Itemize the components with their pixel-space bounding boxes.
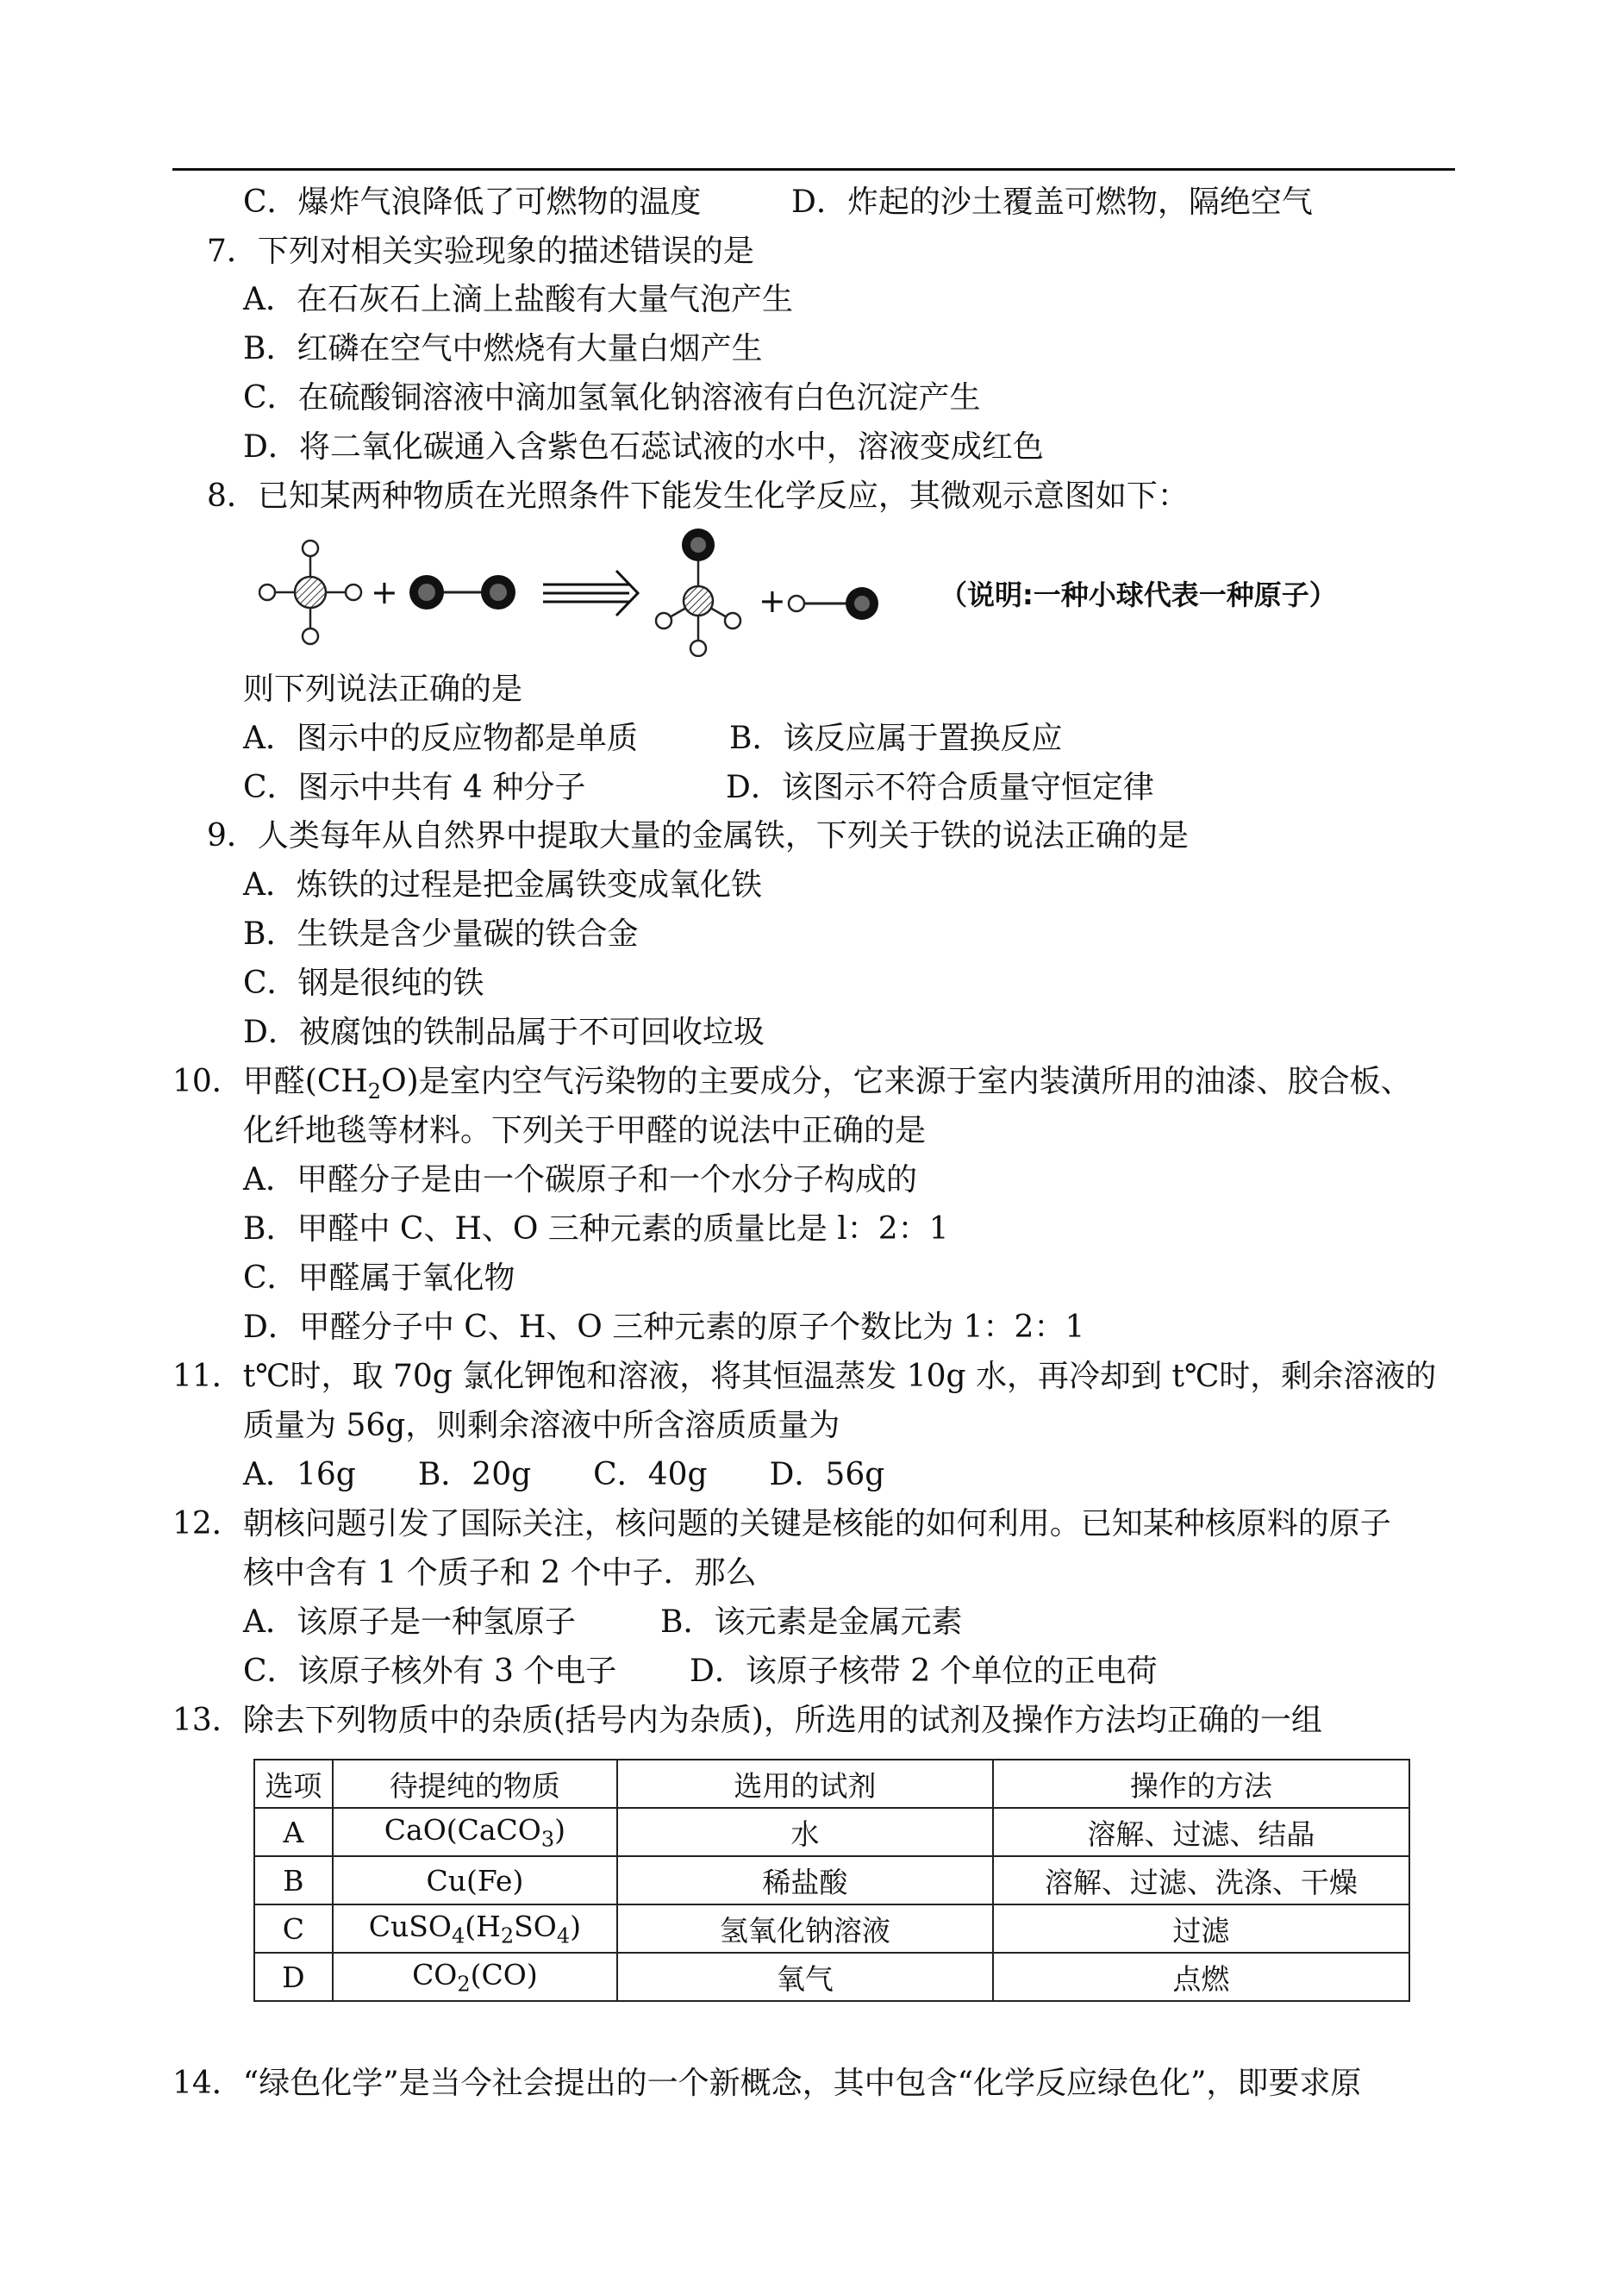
hydrogen-chloride-molecule <box>789 587 878 620</box>
q8-stem: 8．已知某两种物质在光照条件下能发生化学反应，其微观示意图如下： <box>207 478 1189 514</box>
purification-table <box>253 1759 1410 2002</box>
q8-option-b: B．该反应属于置换反应 <box>729 721 1063 756</box>
q7-option-b: B．红磷在空气中燃烧有大量白烟产生 <box>243 331 763 366</box>
cell-option: A <box>254 1808 333 1856</box>
q12-option-d: D．该原子核带 2 个单位的正电荷 <box>690 1654 1158 1689</box>
substance-subscript: 2 <box>500 1923 515 1948</box>
q11-stem: 11．t℃时，取 70g 氯化钾饱和溶液，将其恒温蒸发 10g 水，再冷却到 t℃时，剩余溶液的 <box>172 1359 1437 1394</box>
q7-option-c: C．在硫酸铜溶液中滴加氢氧化钠溶液有白色沉淀产生 <box>243 380 981 416</box>
q9-option-d: D．被腐蚀的铁制品属于不可回收垃圾 <box>243 1015 765 1050</box>
top-rule <box>172 168 1455 171</box>
substance-subscript: 3 <box>540 1827 555 1852</box>
header-substance: 待提纯的物质 <box>333 1760 617 1808</box>
q7-option-a: A．在石灰石上滴上盐酸有大量气泡产生 <box>243 282 793 317</box>
cell-reagent: 水 <box>617 1808 993 1856</box>
q8-option-d: D．该图示不符合质量守恒定律 <box>726 770 1154 805</box>
q12-option-a: A．该原子是一种氢原子 <box>243 1604 576 1640</box>
q8-question: 则下列说法正确的是 <box>243 672 523 707</box>
cell-substance <box>333 1953 617 2001</box>
cell-substance <box>333 1904 617 1953</box>
q6-option-d: D．炸起的沙土覆盖可燃物，隔绝空气 <box>791 184 1313 220</box>
table-row <box>254 1856 1409 1904</box>
table-header-row <box>254 1760 1409 1808</box>
substance-text: (H <box>465 1909 501 1943</box>
cell-reagent: 氢氧化钠溶液 <box>617 1904 993 1953</box>
substance-text-end: (CO) <box>470 1957 538 1992</box>
substance-text: CO <box>412 1957 458 1992</box>
q10-option-b: B．甲醛中 C、H、O 三种元素的质量比是 l：2：1 <box>243 1211 949 1247</box>
q8-option-a: A．图示中的反应物都是单质 <box>243 721 638 756</box>
plus-sign-2: + <box>759 582 786 620</box>
substance-text: CuSO <box>368 1909 452 1943</box>
cell-method: 点燃 <box>993 1953 1409 2001</box>
q9-option-c: C．钢是很纯的铁 <box>243 966 484 1001</box>
q9-stem: 9．人类每年从自然界中提取大量的金属铁，下列关于铁的说法正确的是 <box>207 818 1189 854</box>
header-method: 操作的方法 <box>993 1760 1409 1808</box>
cell-option: B <box>254 1856 333 1904</box>
q10-stem <box>172 1063 1412 1110</box>
cell-reagent: 稀盐酸 <box>617 1856 993 1904</box>
methane-molecule <box>259 541 361 644</box>
substance-text: SO <box>514 1909 557 1943</box>
q12-stem: 12．朝核问题引发了国际关注，核问题的关键是核能的如何利用。已知某种核原料的原子 <box>172 1506 1391 1541</box>
diagram-note: （说明:一种小球代表一种原子） <box>940 578 1337 611</box>
q9-option-b: B．生铁是含少量碳的铁合金 <box>243 916 639 952</box>
q10-option-a: A．甲醛分子是由一个碳原子和一个水分子构成的 <box>243 1162 917 1198</box>
q10-option-c: C．甲醛属于氧化物 <box>243 1260 515 1296</box>
q12-option-b: B．该元素是金属元素 <box>660 1604 963 1640</box>
cell-method: 过滤 <box>993 1904 1409 1953</box>
q9-option-a: A．炼铁的过程是把金属铁变成氧化铁 <box>243 867 762 903</box>
cell-method: 溶解、过滤、洗涤、干燥 <box>993 1856 1409 1904</box>
q11-stem-line2: 质量为 56g，则剩余溶液中所含溶质质量为 <box>243 1408 840 1443</box>
substance-text-end: ) <box>570 1909 581 1943</box>
table-row <box>254 1904 1409 1953</box>
q10-option-d: D．甲醛分子中 C、H、O 三种元素的原子个数比为 1：2：1 <box>243 1310 1085 1345</box>
cell-method: 溶解、过滤、结晶 <box>993 1808 1409 1856</box>
cell-reagent: 氧气 <box>617 1953 993 2001</box>
cell-option: C <box>254 1904 333 1953</box>
cell-substance: Cu(Fe) <box>333 1856 617 1904</box>
chlorine-molecule <box>409 575 515 610</box>
cell-substance <box>333 1808 617 1856</box>
table-row <box>254 1808 1409 1856</box>
q10-stem-pre: 10．甲醛(CH <box>172 1064 368 1099</box>
q7-option-d: D．将二氧化碳通入含紫色石蕊试液的水中，溶液变成红色 <box>243 429 1044 465</box>
q10-stem-line2: 化纤地毯等材料。下列关于甲醛的说法中正确的是 <box>243 1113 927 1148</box>
q6-option-c: C．爆炸气浪降低了可燃物的温度 <box>243 184 702 220</box>
header-option: 选项 <box>254 1760 333 1808</box>
substance-subscript: 2 <box>457 1972 471 1997</box>
substance-text-end: ) <box>554 1812 566 1847</box>
header-reagent: 选用的试剂 <box>617 1760 993 1808</box>
q13-stem: 13．除去下列物质中的杂质(括号内为杂质)，所选用的试剂及操作方法均正确的一组 <box>172 1703 1322 1738</box>
substance-subscript: 4 <box>451 1923 465 1948</box>
plus-sign-1: + <box>371 573 398 611</box>
chloromethane-molecule <box>656 528 740 656</box>
q10-subscript: 2 <box>367 1079 382 1104</box>
cell-option: D <box>254 1953 333 2001</box>
q14-stem: 14．“绿色化学”是当今社会提出的一个新概念，其中包含“化学反应绿色化”，即要求原 <box>172 2066 1362 2101</box>
reaction-arrow <box>543 571 638 616</box>
substance-text: CaO(CaCO <box>384 1812 541 1847</box>
q8-option-c: C．图示中共有 4 种分子 <box>243 770 586 805</box>
q10-stem-post: O)是室内空气污染物的主要成分，它来源于室内装潢所用的油漆、胶合板、 <box>381 1064 1412 1099</box>
q12-stem-line2: 核中含有 1 个质子和 2 个中子．那么 <box>243 1555 757 1591</box>
q11-options: A．16g B．20g C．40g D．56g <box>243 1457 885 1492</box>
substance-subscript: 4 <box>556 1923 571 1948</box>
table-row <box>254 1953 1409 2001</box>
q12-option-c: C．该原子核外有 3 个电子 <box>243 1654 617 1689</box>
q7-stem: 7．下列对相关实验现象的描述错误的是 <box>207 234 754 269</box>
